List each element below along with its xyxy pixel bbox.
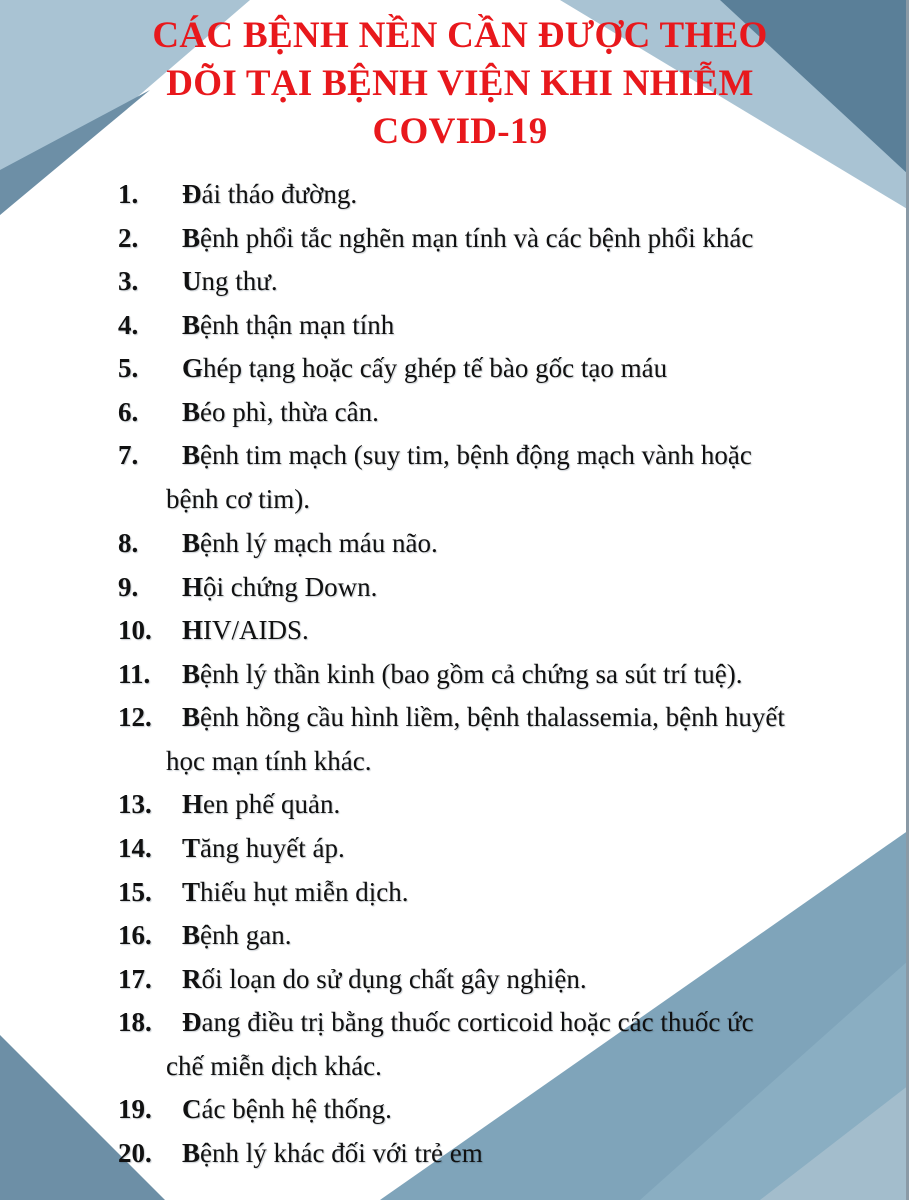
list-item-text — [182, 309, 394, 341]
list-item-initial: Đ — [182, 1007, 202, 1037]
list-item-rest: ệnh lý thần kinh (bao gồm cả chứng sa sút trí tuệ). — [200, 659, 743, 689]
list-item-text — [182, 527, 438, 559]
list-item-rest: IV/AIDS. — [203, 615, 309, 645]
list-item-rest: ang điều trị bằng thuốc corticoid hoặc các thuốc ức — [201, 1007, 754, 1037]
list-item-text — [182, 832, 345, 864]
list-item-number: 1. — [118, 179, 139, 209]
list-item-number: 18. — [118, 1007, 152, 1037]
list-item-initial: H — [182, 789, 204, 819]
list-item-text — [182, 222, 753, 254]
list-item-number: 10. — [118, 615, 152, 645]
list-item-number: 20. — [118, 1138, 152, 1168]
list-item-rest: ệnh hồng cầu hình liềm, bệnh thalassemia, bệnh huyết — [200, 702, 785, 732]
list-item-initial: B — [182, 920, 201, 950]
list-item-rest: hiếu hụt miễn dịch. — [200, 877, 409, 907]
list-item-initial: C — [182, 1094, 202, 1124]
list-item-initial: B — [182, 528, 201, 558]
list-item-initial: B — [182, 1138, 201, 1168]
list-item-initial: Đ — [182, 179, 202, 209]
list-item-initial: T — [182, 877, 201, 907]
list-item-rest: ệnh phổi tắc nghẽn mạn tính và các bệnh phổi khác — [200, 223, 754, 253]
list-item-number: 16. — [118, 920, 152, 950]
list-item-text — [182, 265, 278, 297]
list-item-number: 11. — [118, 659, 151, 689]
list-item-number: 14. — [118, 833, 152, 863]
list-item-initial: H — [182, 615, 204, 645]
list-item-text — [182, 658, 743, 690]
list-item-rest: éo phì, thừa cân. — [200, 397, 379, 427]
list-item-text — [182, 963, 587, 995]
list-item-text — [182, 571, 377, 603]
list-item-initial: G — [182, 353, 204, 383]
list-item-rest: ệnh gan. — [200, 920, 292, 950]
list-item-number: 7. — [118, 440, 139, 470]
list-item-rest: ối loạn do sử dụng chất gây nghiện. — [201, 964, 587, 994]
list-item-number: 8. — [118, 528, 139, 558]
title-line-3: COVID-19 — [372, 111, 548, 152]
list-item-number: 9. — [118, 572, 139, 602]
list-item-text — [182, 396, 379, 428]
list-item-text — [182, 919, 291, 951]
list-item-rest: en phế quản. — [203, 789, 341, 819]
list-item-initial: B — [182, 659, 201, 689]
list-item-initial: U — [182, 266, 202, 296]
list-item-initial: B — [182, 223, 201, 253]
list-item-text — [182, 1006, 754, 1038]
list-item-initial: T — [182, 833, 201, 863]
list-item-text — [182, 439, 752, 471]
list-item-rest: ệnh lý khác đối với trẻ em — [200, 1138, 483, 1168]
list-item-rest: ái tháo đường. — [201, 179, 358, 209]
list-item-text — [182, 1093, 392, 1125]
list-item-rest: ệnh tim mạch (suy tim, bệnh động mạch vành hoặc — [200, 440, 752, 470]
list-item-text — [182, 1137, 483, 1169]
list-item-rest: ệnh thận mạn tính — [200, 310, 395, 340]
list-item-text — [182, 614, 309, 646]
list-item-rest: ăng huyết áp. — [200, 833, 345, 863]
list-item-number: 13. — [118, 789, 152, 819]
list-item-initial: H — [182, 572, 204, 602]
list-item-text — [182, 352, 667, 384]
list-item-text — [182, 178, 357, 210]
list-item-continuation: chế miễn dịch khác. — [166, 1051, 382, 1081]
list-item-number: 15. — [118, 877, 152, 907]
list-item-initial: B — [182, 702, 201, 732]
title-line-1: CÁC BỆNH NỀN CẦN ĐƯỢC THEO — [152, 15, 768, 56]
list-item-text — [182, 788, 340, 820]
list-item-continuation: học mạn tính khác. — [166, 746, 372, 776]
list-item-initial: B — [182, 310, 201, 340]
list-item-initial: R — [182, 964, 202, 994]
list-item-rest: hép tạng hoặc cấy ghép tế bào gốc tạo máu — [203, 353, 668, 383]
list-item-number: 3. — [118, 266, 139, 296]
list-item-rest: ệnh lý mạch máu não. — [200, 528, 438, 558]
list-item-number: 4. — [118, 310, 139, 340]
list-item-initial: B — [182, 397, 201, 427]
list-item-initial: B — [182, 440, 201, 470]
list-item-number: 19. — [118, 1094, 152, 1124]
list-item-number: 17. — [118, 964, 152, 994]
list-item-number: 12. — [118, 702, 152, 732]
list-item-rest: ng thư. — [201, 266, 278, 296]
list-item-number: 2. — [118, 223, 139, 253]
list-item-number: 5. — [118, 353, 139, 383]
title-line-2: DÕI TẠI BỆNH VIỆN KHI NHIỄM — [166, 63, 754, 104]
list-item-continuation: bệnh cơ tim). — [166, 484, 310, 514]
list-item-number: 6. — [118, 397, 139, 427]
list-item-text — [182, 876, 408, 908]
list-item-rest: ội chứng Down. — [203, 572, 378, 602]
list-item-rest: ác bệnh hệ thống. — [201, 1094, 392, 1124]
list-item-text — [182, 701, 785, 733]
